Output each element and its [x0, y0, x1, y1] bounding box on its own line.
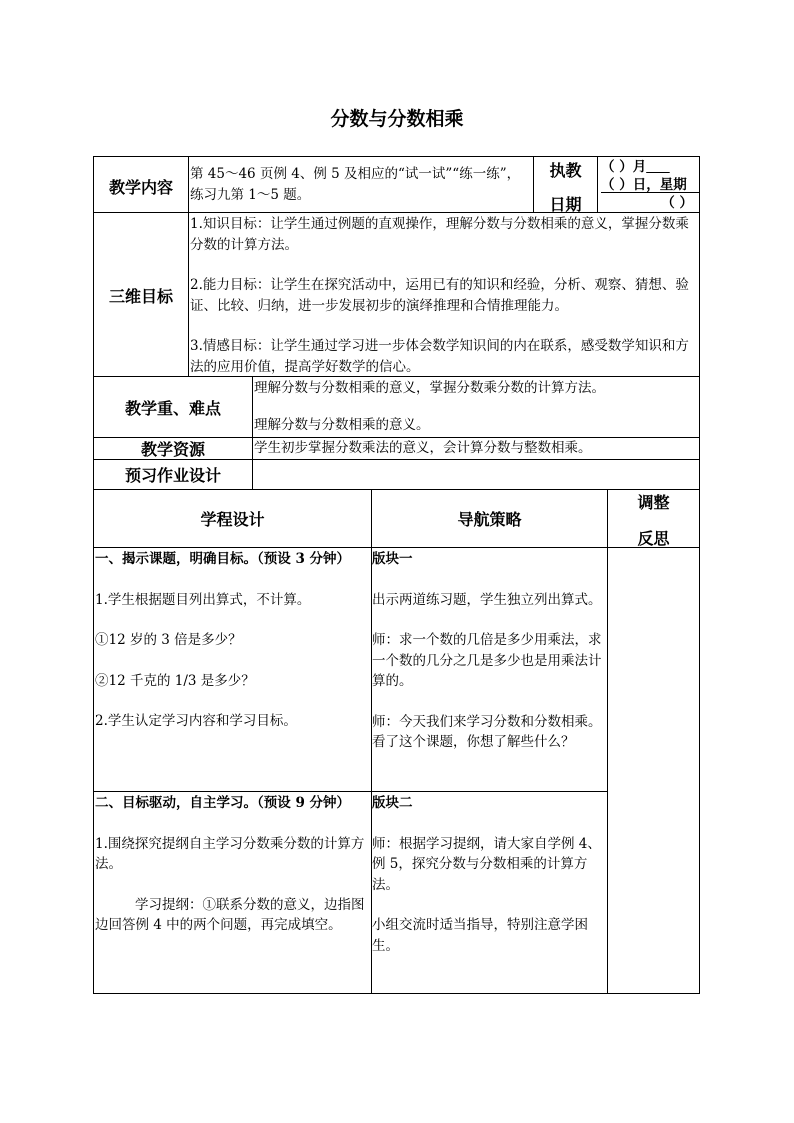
emotion-goal: 3.情感目标：让学生通过学习进一步体会数学知识间的内在联系，感受数学知识和方法的应用价值，提高学好数学的信心。	[190, 338, 689, 375]
preview-homework-field[interactable]	[254, 463, 698, 487]
section1-step2: 2.学生认定学习内容和学习目标。	[95, 713, 297, 729]
spacer	[95, 610, 368, 630]
section1-block-title	[372, 549, 606, 570]
section2-strategy2: 小组交流时适当指导，特别注意学困生。	[372, 917, 588, 954]
reflect-header: 反思	[637, 529, 670, 548]
spacer	[95, 570, 368, 590]
date-day-text: （ ）日，星期	[601, 177, 687, 193]
knowledge-goal: 1.知识目标：让学生通过例题的直观操作，理解分数与分数相乘的意义，掌握分数乘分数的计算方法。	[190, 216, 689, 253]
section1-heading-text: 一、揭示课题，明确目标。（预设 3 分钟）	[95, 551, 351, 567]
section2-block-title-text: 版块二	[372, 795, 413, 811]
teaching-resources-label: 教学资源	[140, 440, 205, 459]
section1-learning-design	[95, 549, 368, 732]
section1-heading	[95, 549, 368, 570]
table-line	[188, 156, 189, 376]
date-weekday-field[interactable]	[601, 192, 699, 214]
spacer	[372, 692, 606, 712]
date-month-text: （ ）月	[601, 159, 647, 175]
section2-navigation	[372, 793, 606, 956]
goals-block	[190, 214, 697, 377]
spacer	[95, 875, 368, 895]
goal-spacer	[190, 316, 697, 336]
section2-learning-design	[95, 793, 368, 936]
document-title: 分数与分数相乘	[330, 108, 464, 130]
spacer	[372, 895, 606, 915]
three-dimensional-goals-label: 三维目标	[108, 287, 173, 306]
key-difficult-label: 教学重、难点	[124, 399, 221, 418]
section2-strategy1: 师：根据学习提纲，请大家自学例 4、例 5，探究分数与分数相乘的计算方法。	[372, 835, 601, 893]
section1-strategy3: 师：今天我们来学习分数和分数相乘。看了这个课题，你想了解些什么？	[372, 713, 602, 750]
section1-strategy1: 出示两道练习题，学生独立列出算式。	[372, 591, 602, 608]
section2-step1: 1.围绕探究提纲自主学习分数乘分数的计算方法。	[95, 835, 365, 872]
adjust-header: 调整	[637, 493, 670, 512]
spacer	[95, 651, 368, 671]
table-line	[93, 156, 94, 994]
section1-question1: ①12 岁的 3 倍是多少？	[95, 632, 242, 648]
teaching-content-label: 教学内容	[108, 178, 173, 197]
date-label-top: 执教	[549, 161, 582, 180]
date-month-blank	[646, 159, 670, 175]
spacer	[95, 691, 368, 711]
table-line	[699, 156, 700, 994]
section1-step1: 1.学生根据题目列出算式，不计算。	[95, 591, 311, 608]
key-point-text: 理解分数与分数相乘的意义，掌握分数乘分数的计算方法。	[254, 380, 605, 396]
date-label-bottom: 日期	[549, 195, 582, 214]
spacer	[95, 814, 368, 834]
section2-heading-text: 二、目标驱动，自主学习。（预设 9 分钟）	[95, 795, 351, 811]
section2-block-title	[372, 793, 606, 814]
section1-navigation	[372, 549, 606, 753]
spacer	[372, 570, 606, 590]
spacer	[372, 610, 606, 630]
section2-heading	[95, 793, 368, 814]
learning-design-header: 学程设计	[200, 510, 265, 529]
teaching-content-text: 第 45～46 页例 4、例 5 及相应的“试一试”“练一练”，练习九第 1～5 题。	[190, 166, 521, 203]
section1-question2: ②12 千克的 1/3 是多少？	[95, 672, 255, 689]
section1-block-title-text: 版块一	[372, 551, 413, 567]
difficult-point-text: 理解分数与分数相乘的意义。	[254, 417, 430, 433]
ability-goal: 2.能力目标：让学生在探究活动中，运用已有的知识和经验，分析、观察、猜想、验证、比较、归纳，进一步发展初步的演绎推理和合情推理能力。	[190, 277, 689, 314]
reflection-field[interactable]	[608, 548, 699, 993]
date-weekday-text: （ ）	[661, 195, 693, 211]
teaching-resources-text: 学生初步掌握分数乘法的意义，会计算分数与整数相乘。	[254, 440, 592, 456]
table-line	[93, 993, 700, 994]
table-line	[597, 156, 598, 212]
table-line	[252, 376, 253, 489]
table-line	[93, 791, 608, 792]
goal-spacer	[190, 255, 697, 275]
preview-homework-label: 预习作业设计	[124, 466, 221, 485]
section2-outline: 学习提纲：①联系分数的意义，边指图边回答例 4 中的两个问题，再完成填空。	[95, 896, 365, 933]
spacer	[372, 814, 606, 834]
section1-strategy2: 师：求一个数的几倍是多少用乘法，求一个数的几分之几是多少也是用乘法计算的。	[372, 632, 602, 689]
navigation-strategy-header: 导航策略	[457, 510, 522, 529]
